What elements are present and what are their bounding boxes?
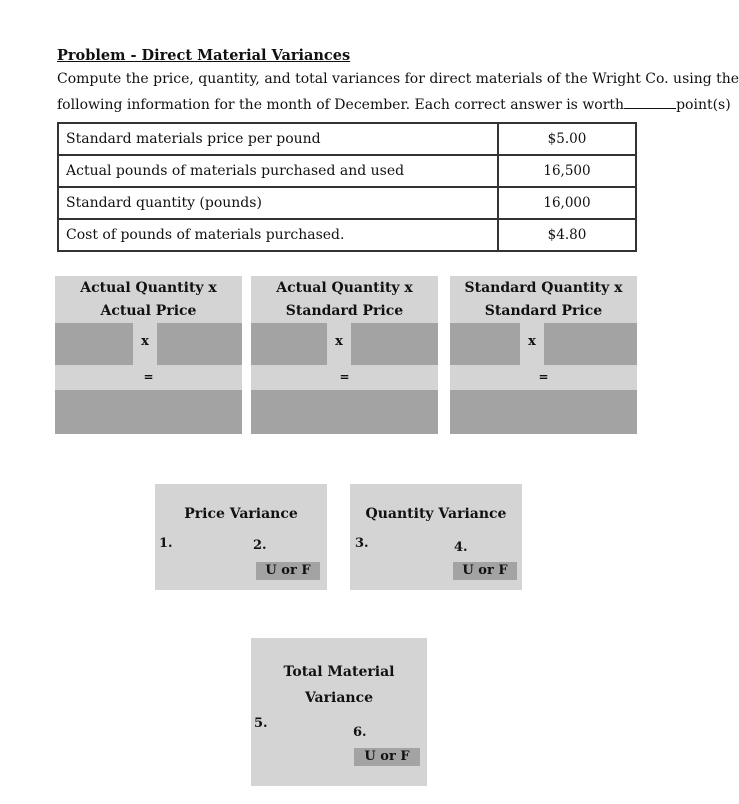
- answer-4-select[interactable]: U or F: [453, 562, 517, 580]
- answer-5-label: 5.: [254, 716, 268, 731]
- row-value: 16,500: [498, 155, 636, 187]
- answer-1-label: 1.: [159, 536, 173, 551]
- calc-box-header: [450, 276, 637, 323]
- total-variance-title-line2: Variance: [304, 690, 374, 706]
- row-label: Actual pounds of materials purchased and used: [58, 155, 498, 187]
- result-input[interactable]: [251, 390, 438, 434]
- total-variance-title: [251, 659, 427, 711]
- row-label: Standard quantity (pounds): [58, 187, 498, 219]
- answer-5-input[interactable]: [271, 714, 347, 736]
- calc-box-header-line1: Standard Quantity x: [464, 280, 623, 296]
- calc-box-sq-sp: [450, 276, 637, 434]
- instructions-line-1: Compute the price, quantity, and total variances for direct materials of the Wright Co. using the: [57, 71, 739, 87]
- calc-box-header-line1: Actual Quantity x: [80, 280, 217, 296]
- answer-2-select[interactable]: U or F: [256, 562, 320, 580]
- table-row: [58, 219, 636, 251]
- info-table: [57, 122, 637, 252]
- table-row: [58, 187, 636, 219]
- price-variance-title: Price Variance: [184, 506, 298, 522]
- price-input[interactable]: [157, 323, 242, 365]
- points-blank[interactable]: [624, 97, 676, 109]
- answer-1-input[interactable]: [175, 534, 247, 556]
- answer-6-select[interactable]: U or F: [354, 748, 420, 766]
- row-value: $4.80: [498, 219, 636, 251]
- total-variance-title-line1: Total Material: [283, 664, 395, 680]
- row-label: Standard materials price per pound: [58, 123, 498, 155]
- total-variance-box: [251, 638, 427, 786]
- equals-sign: =: [55, 365, 242, 390]
- instructions-line-2: [57, 97, 731, 113]
- calc-box-header-line1: Actual Quantity x: [276, 280, 413, 296]
- result-input[interactable]: [55, 390, 242, 434]
- calc-box-header: [251, 276, 438, 323]
- calc-input-row: [251, 323, 438, 365]
- quantity-input[interactable]: [450, 323, 520, 365]
- answer-6-label: 6.: [353, 725, 367, 740]
- times-sign: x: [327, 323, 351, 365]
- answer-2-label: 2.: [253, 538, 267, 553]
- times-sign: x: [133, 323, 157, 365]
- quantity-variance-box: [350, 484, 522, 590]
- times-sign: x: [520, 323, 544, 365]
- row-label: Cost of pounds of materials purchased.: [58, 219, 498, 251]
- price-input[interactable]: [544, 323, 637, 365]
- result-input[interactable]: [450, 390, 637, 434]
- table-row: [58, 123, 636, 155]
- answer-3-label: 3.: [355, 536, 369, 551]
- quantity-input[interactable]: [251, 323, 329, 365]
- answer-4-label: 4.: [454, 540, 468, 555]
- calc-input-row: [450, 323, 637, 365]
- problem-title: Problem - Direct Material Variances: [57, 47, 351, 64]
- calc-box-header-line2: Standard Price: [285, 303, 404, 319]
- equals-sign: =: [251, 365, 438, 390]
- calc-box-header-line2: Actual Price: [100, 303, 197, 319]
- calc-box-header-line2: Standard Price: [484, 303, 603, 319]
- equals-sign: =: [450, 365, 637, 390]
- price-input[interactable]: [351, 323, 438, 365]
- table-row: [58, 155, 636, 187]
- quantity-input[interactable]: [55, 323, 133, 365]
- calc-box-aq-sp: [251, 276, 438, 434]
- row-value: $5.00: [498, 123, 636, 155]
- quantity-variance-title: Quantity Variance: [365, 506, 507, 522]
- calc-box-header: [55, 276, 242, 323]
- points-label: point(s): [676, 97, 731, 113]
- answer-3-input[interactable]: [372, 534, 444, 556]
- instructions-line-2-text: following information for the month of December. Each correct answer is worth: [57, 97, 625, 113]
- calc-box-aq-ap: [55, 276, 242, 434]
- row-value: 16,000: [498, 187, 636, 219]
- price-variance-box: [155, 484, 327, 590]
- calc-input-row: [55, 323, 242, 365]
